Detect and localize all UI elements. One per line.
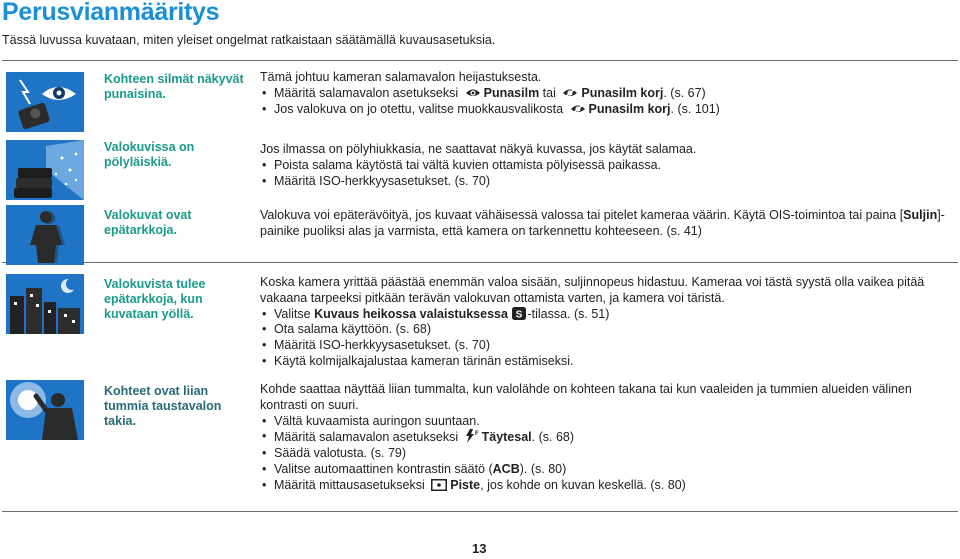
dust-illustration bbox=[6, 140, 84, 200]
solution-bullet: • Määritä mittausasetukseksi Piste, jos kohde on kuvan keskellä. (s. 80) bbox=[260, 478, 956, 494]
redeye-fix-icon bbox=[562, 87, 578, 99]
solution-dust bbox=[260, 142, 960, 189]
solution-bullet: • Käytä kolmijalkajalustaa kameran tärinän estämiseksi. bbox=[260, 354, 956, 370]
redeye-illustration bbox=[6, 72, 84, 132]
backlight-illustration bbox=[6, 380, 84, 440]
solution-bullet: • Valitse Kuvaus heikossa valaistuksessa S -tilassa. (s. 51) bbox=[260, 307, 956, 323]
solution-bullet: • Määritä salamavalon asetukseksi F Täytesal. (s. 68) bbox=[260, 429, 956, 446]
solution-bullet: • Määritä ISO-herkkyysasetukset. (s. 70) bbox=[260, 338, 956, 354]
divider-bottom bbox=[2, 511, 958, 512]
scene-mode-s-icon bbox=[512, 307, 526, 320]
solution-bullet: • Määritä salamavalon asetukseksi Punasilm tai Punasilm korj. (s. 67) bbox=[260, 86, 960, 102]
solution-night bbox=[260, 275, 956, 370]
solution-backlight bbox=[260, 382, 956, 494]
problem-label-dust: Valokuvissa on pölyläiskiä. bbox=[104, 140, 195, 169]
svg-text:F: F bbox=[474, 431, 479, 438]
solution-bullet: • Jos valokuva on jo otettu, valitse muokkausvalikosta Punasilm korj. (s. 101) bbox=[260, 102, 960, 118]
svg-text:S: S bbox=[516, 309, 523, 320]
solution-intro: Jos ilmassa on pölyhiukkasia, ne saattavat näkyä kuvassa, jos käytät salamaa. bbox=[260, 142, 697, 156]
solution-intro: Koska kamera yrittää päästää enemmän valoa sisään, suljinnopeus hidastuu. Kameraa voi tästä syystä olla vaikea pitää vakaana tarpeeksi pitkään terävän valokuvan ottamista varten, ja kamera voi täristä. bbox=[260, 275, 925, 305]
solution-blur: Valokuva voi epäterävöityä, jos kuvaat vähäisessä valossa tai pitelet kameraa väärin. Käytä OIS-toimintoa tai paina [Suljin]-painike puoliksi alas ja varmista, että kamera on tarkennettu kohteeseen. (s. 41) bbox=[260, 208, 945, 238]
solution-bullet: • Säädä valotusta. (s. 79) bbox=[260, 446, 956, 462]
solution-bullet: • Vältä kuvaamista auringon suuntaan. bbox=[260, 414, 956, 430]
divider-top bbox=[2, 60, 958, 61]
solution-bullet: • Poista salama käytöstä tai vältä kuvien ottamista pölyisessä paikassa. bbox=[260, 158, 960, 174]
fill-flash-icon bbox=[465, 429, 479, 443]
page-subtitle: Tässä luvussa kuvataan, miten yleiset ongelmat ratkaistaan säätämällä kuvausasetuksia. bbox=[2, 33, 496, 47]
redeye-icon bbox=[465, 87, 481, 99]
solution-bullet: • Määritä ISO-herkkyysasetukset. (s. 70) bbox=[260, 174, 960, 190]
night-illustration bbox=[6, 274, 84, 334]
page-title: Perusvianmääritys bbox=[2, 0, 220, 26]
problem-label-blur: Valokuvat ovat epätarkkoja. bbox=[104, 208, 192, 237]
problem-label-backlight: Kohteet ovat liian tummia taustavalon takia. bbox=[104, 384, 222, 428]
solution-redeye bbox=[260, 70, 960, 117]
page-number: 13 bbox=[472, 541, 487, 556]
spot-metering-icon bbox=[431, 479, 447, 491]
blur-illustration bbox=[6, 205, 84, 265]
solution-intro: Tämä johtuu kameran salamavalon heijastuksesta. bbox=[260, 70, 542, 84]
solution-bullet: • Valitse automaattinen kontrastin säätö (ACB). (s. 80) bbox=[260, 462, 956, 478]
solution-bullet: • Ota salama käyttöön. (s. 68) bbox=[260, 322, 956, 338]
solution-intro: Kohde saattaa näyttää liian tummalta, kun valolähde on kohteen takana tai kun vaaleiden ja tummien alueiden välinen kontrasti on suuri. bbox=[260, 382, 912, 412]
problem-label-night: Valokuvista tulee epätarkkoja, kun kuvataan yöllä. bbox=[104, 277, 206, 321]
problem-label-redeye: Kohteen silmät näkyvät punaisina. bbox=[104, 72, 244, 101]
divider-middle bbox=[2, 262, 958, 263]
redeye-fix-icon bbox=[570, 103, 586, 115]
